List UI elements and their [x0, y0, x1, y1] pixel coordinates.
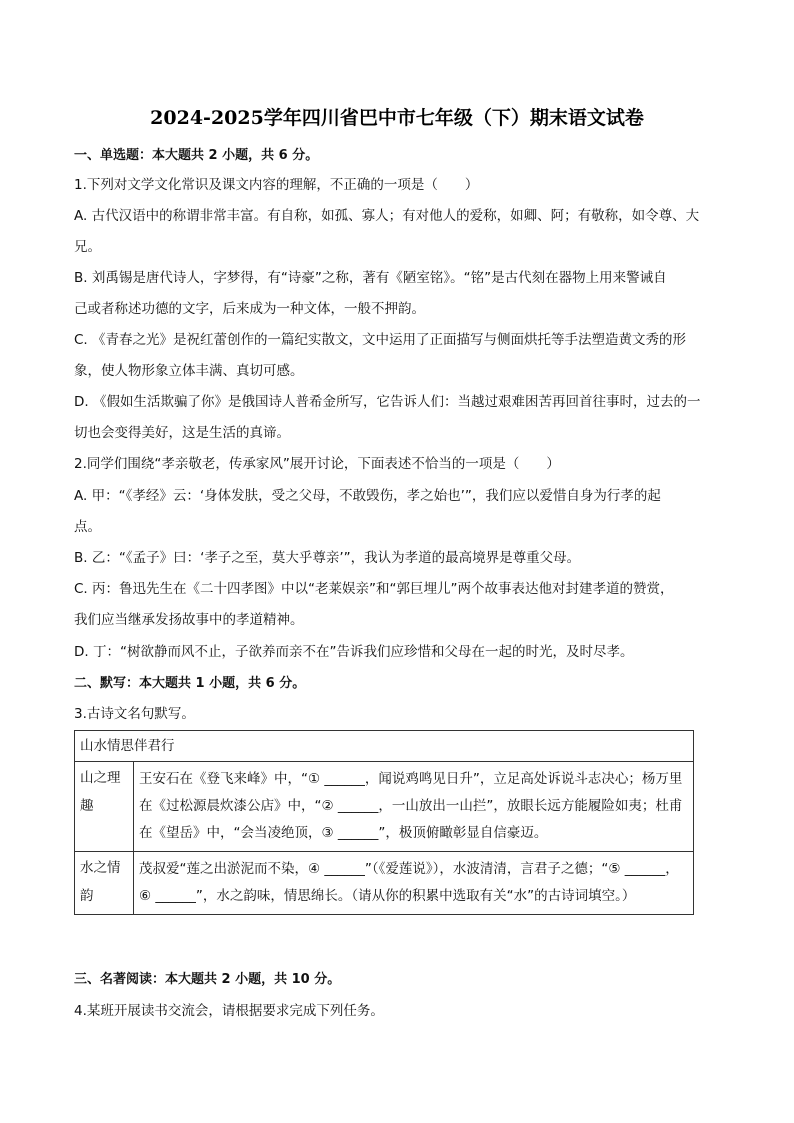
q2-option-a-line2: 点。 [74, 519, 101, 535]
poem-table [74, 730, 694, 915]
q2-option-c-line1: C. 丙：鲁迅先生在《二十四孝图》中以“老莱娱亲”和“郭巨埋儿”两个故事表达他对封建孝道的赞赏， [74, 581, 674, 597]
q1-option-c-line1: C. 《青春之光》是祝红蕾创作的一篇纪实散文，文中运用了正面描写与侧面烘托等手法塑造黄文秀的形 [74, 332, 687, 348]
q1-option-b-line2: 己或者称述功德的文字，后来成为一种文体，一般不押韵。 [74, 301, 425, 317]
row-label-mountain: 山之理趣 [75, 762, 134, 852]
exam-title: 2024-2025学年四川省巴中市七年级（下）期末语文试卷 [150, 107, 644, 129]
row-label-water: 水之情韵 [75, 852, 134, 915]
q2-option-d: D. 丁：“树欲静而风不止，子欲养而亲不在”告诉我们应珍惜和父母在一起的时光，及时尽孝。 [74, 644, 634, 660]
q2-option-b: B. 乙：“《孟子》曰：‘孝子之至，莫大乎尊亲’”，我认为孝道的最高境界是尊重父母。 [74, 550, 581, 566]
question-4-stem: 4.某班开展读书交流会，请根据要求完成下列任务。 [74, 1003, 384, 1019]
q1-option-a-line1: A. 古代汉语中的称谓非常丰富。有自称，如孤、寡人；有对他人的爱称，如卿、阿；有敬称，如令尊、大 [74, 208, 700, 224]
question-1-stem: 1.下列对文学文化常识及课文内容的理解，不正确的一项是（ ） [74, 177, 479, 193]
q2-option-c-line2: 我们应当继承发扬故事中的孝道精神。 [74, 612, 304, 628]
q1-option-d-line1: D. 《假如生活欺骗了你》是俄国诗人普希金所写，它告诉人们：当越过艰难困苦再回首往事时，过去的一 [74, 394, 701, 410]
question-2-stem: 2.同学们围绕“孝亲敬老，传承家风”展开讨论，下面表述不恰当的一项是（ ） [74, 456, 560, 472]
q1-option-b-line1: B. 刘禹锡是唐代诗人，字梦得，有“诗豪”之称，著有《陋室铭》。“铭”是古代刻在器物上用来警诫自 [74, 270, 667, 286]
row-text-water: 茂叔爱“莲之出淤泥而不染，④ ______”（《爱莲说》），水波清清，言君子之德；“⑤ ______，⑥ ______”，水之韵味，情思绵长。（请从你的积累中选取有关“水”的古诗词填空。） [134, 852, 694, 915]
row-text-mountain: 王安石在《登飞来峰》中，“① ______，闻说鸡鸣见日升”，立足高处诉说斗志决心；杨万里在《过松源晨炊漆公店》中，“② ______，一山放出一山拦”，放眼长远方能履险如夷；杜甫在《望岳》中，“会当凌绝顶，③ ______”，极顶俯瞰彰显自信豪迈。 [134, 762, 694, 852]
q1-option-c-line2: 象，使人物形象立体丰满、真切可感。 [74, 363, 304, 379]
q1-option-d-line2: 切也会变得美好，这是生活的真谛。 [74, 425, 290, 441]
q2-option-a-line1: A. 甲：“《孝经》云：‘身体发肤，受之父母，不敢毁伤，孝之始也’”，我们应以爱惜自身为行孝的起 [74, 488, 661, 504]
poem-table-title: 山水情思伴君行 [75, 731, 694, 762]
section-2-heading: 二、默写：本大题共 1 小题，共 6 分。 [74, 676, 306, 691]
section-3-heading: 三、名著阅读：本大题共 2 小题，共 10 分。 [74, 972, 341, 987]
section-1-heading: 一、单选题：本大题共 2 小题，共 6 分。 [74, 148, 319, 163]
q1-option-a-line2: 兄。 [74, 239, 101, 255]
question-3-stem: 3.古诗文名句默写。 [74, 706, 195, 722]
